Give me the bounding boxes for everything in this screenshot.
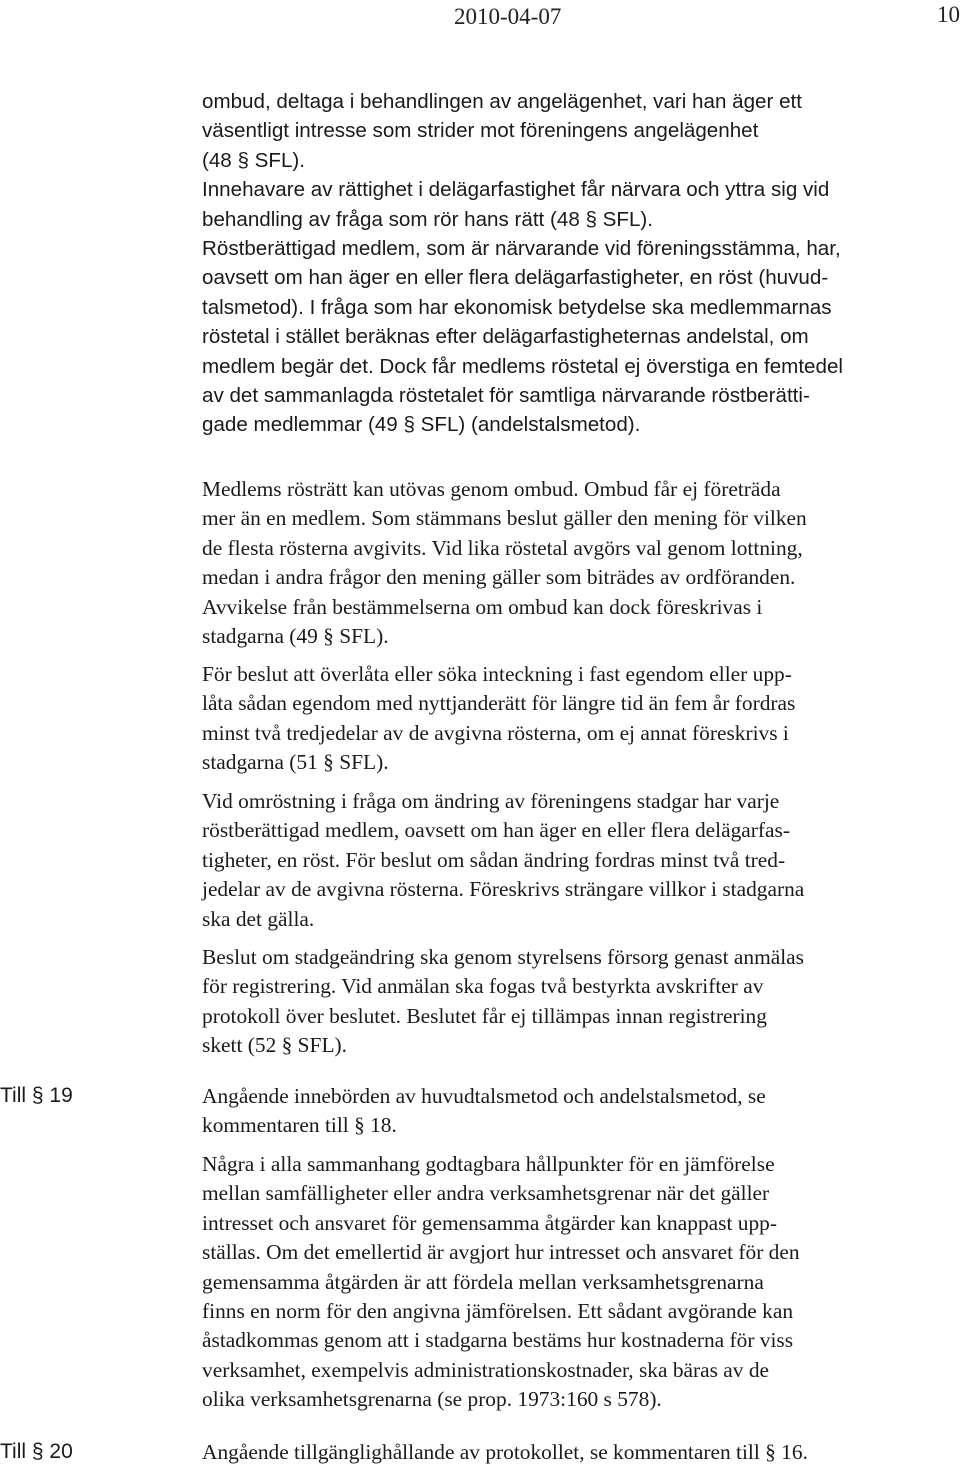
text-line: mer än en medlem. Som stämmans beslut gäller den mening för vilken — [202, 506, 807, 531]
paragraph-till19-intro — [202, 1082, 960, 1141]
text-line: åstadkommas genom att i stadgarna bestäms hur kostnaderna för viss — [202, 1328, 794, 1353]
text-line: ska det gälla. — [202, 906, 315, 931]
text-line: medan i andra frågor den mening gäller som biträdes av ordföranden. — [202, 565, 796, 590]
text-line: mellan samfälligheter eller andra verksamhetsgrenar när det gäller — [202, 1181, 770, 1206]
paragraph-ombud — [202, 475, 960, 651]
text-line: Några i alla sammanhang godtagbara hållpunkter för en jämförelse — [202, 1152, 775, 1176]
text-line: väsentligt intresse som strider mot föreningens angelägenhet — [202, 119, 759, 143]
paragraph-omrostning — [202, 787, 960, 934]
text-line: minst två tredjedelar av de avgivna rösterna, om ej annat föreskrivs i — [202, 720, 789, 745]
text-line: Röstberättigad medlem, som är närvarande vid föreningsstämma, har, — [202, 237, 841, 261]
text-line: ställas. Om det emellertid är avgjort hur intresset och ansvaret för den — [202, 1240, 800, 1265]
text-line: protokoll över beslutet. Beslutet får ej tillämpas innan registrering — [202, 1003, 767, 1028]
text-line: (48 § SFL). — [202, 148, 306, 172]
text-line: Avvikelse från bestämmelserna om ombud kan dock föreskrivas i — [202, 594, 763, 619]
section-label-till-19: Till § 19 — [0, 1084, 73, 1107]
text-line: Beslut om stadgeändring ska genom styrelsens försorg genast anmälas — [202, 945, 804, 969]
text-line: finns en norm för den angivna jämförelsen. Ett sådant avgörande kan — [202, 1299, 794, 1324]
text-line: talsmetod). I fråga som har ekonomisk betydelse ska medlemmarnas — [202, 295, 832, 319]
text-line: Vid omröstning i fråga om ändring av föreningens stadgar har varje — [202, 789, 780, 813]
paragraph-till19-jamforelse — [202, 1150, 960, 1415]
text-line: olika verksamhetsgrenarna (se prop. 1973:160 s 578). — [202, 1387, 662, 1412]
text-line: Innehavare av rättighet i delägarfastighet får närvara och yttra sig vid — [202, 178, 830, 202]
text-line: röstetal i stället beräknas efter delägarfastigheternas andelstal, om — [202, 325, 809, 349]
text-line: gemensamma åtgärden är att fördela mellan verksamhetsgrenarna — [202, 1269, 764, 1294]
text-line: jedelar av de avgivna rösterna. Föreskrivs strängare villkor i stadgarna — [202, 877, 805, 902]
paragraph-inteckning — [202, 660, 960, 778]
page-number: 10 — [937, 2, 960, 27]
text-line: oavsett om han äger en eller flera delägarfastigheter, en röst (huvud- — [202, 266, 829, 290]
header-date: 2010-04-07 — [454, 4, 562, 29]
text-line: låta sådan egendom med nyttjanderätt för längre tid än fem år fordras — [202, 691, 796, 716]
text-line: För beslut att överlåta eller söka inteckning i fast egendom eller upp- — [202, 662, 792, 686]
text-line: Angående innebörden av huvudtalsmetod och andelstalsmetod, se — [202, 1084, 766, 1108]
section-label-till-20: Till § 20 — [0, 1440, 73, 1463]
text-line: verksamhet, exempelvis administrationskostnader, ska bäras av de — [202, 1357, 770, 1382]
text-line: av det sammanlagda röstetalet för samtliga närvarande röstberätti- — [202, 384, 810, 408]
text-line: behandling av fråga som rör hans rätt (48 § SFL). — [202, 207, 654, 231]
text-line: ombud, deltaga i behandlingen av angelägenhet, vari han äger ett — [202, 90, 802, 113]
paragraph-till20 — [202, 1438, 960, 1467]
text-line: stadgarna (51 § SFL). — [202, 750, 389, 775]
text-line: kommentaren till § 18. — [202, 1113, 397, 1138]
text-line: intresset och ansvaret för gemensamma åtgärder kan knappast upp- — [202, 1210, 777, 1235]
text-line: skett (52 § SFL). — [202, 1033, 347, 1058]
text-line: för registrering. Vid anmälan ska fogas två bestyrkta avskrifter av — [202, 974, 764, 999]
text-line: medlem begär det. Dock får medlems röstetal ej överstiga en femtedel — [202, 354, 843, 378]
text-line: Angående tillgänglighållande av protokollet, se kommentaren till § 16. — [202, 1440, 808, 1464]
text-line: gade medlemmar (49 § SFL) (andelstalsmetod). — [202, 413, 641, 437]
text-line: tigheter, en röst. För beslut om sådan ändring fordras minst två tred- — [202, 847, 786, 872]
text-line: röstberättigad medlem, oavsett om han äger en eller flera delägarfas- — [202, 818, 790, 843]
text-line: de flesta rösterna avgivits. Vid lika röstetal avgörs val genom lottning, — [202, 535, 803, 560]
text-line: Medlems rösträtt kan utövas genom ombud. Ombud får ej företräda — [202, 477, 781, 501]
block-rostratt — [202, 87, 960, 440]
text-line: stadgarna (49 § SFL). — [202, 624, 389, 649]
paragraph-stadgeandring — [202, 943, 960, 1061]
